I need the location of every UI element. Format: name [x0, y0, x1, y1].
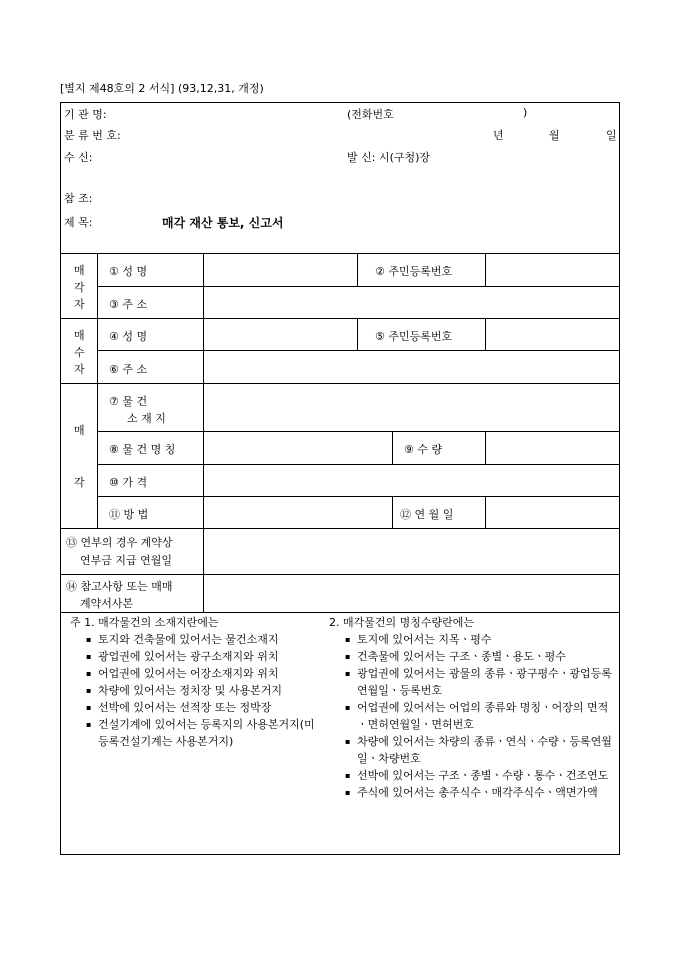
recipient-label: 수 신: [64, 151, 93, 164]
divider [97, 431, 620, 432]
divider [97, 464, 620, 465]
list-item: ▪ 차량에 있어서는 차량의 종류ㆍ연식ㆍ수량ㆍ등록연월일ㆍ차량번호 [343, 733, 618, 767]
quantity-label: ⑨ 수 량 [404, 443, 443, 456]
divider [60, 528, 620, 529]
method-label: ⑪ 방 법 [109, 508, 149, 521]
subject-label: 제 목: [64, 216, 93, 229]
buyer-name-label: ④ 성 명 [109, 330, 148, 343]
reference-row-label: ⑭ 참고사항 또는 매매 [66, 580, 173, 593]
note-left-list [84, 631, 324, 750]
divider [392, 431, 393, 464]
buyer-address-label: ⑥ 주 소 [109, 363, 148, 376]
divider [485, 253, 486, 286]
list-item: ▪ 광업권에 있어서는 광구소재지와 위치 [84, 648, 324, 665]
seller-side-label: 매 [74, 264, 85, 277]
list-item: ▪ 선박에 있어서는 선적장 또는 정박장 [84, 699, 324, 716]
phone-label: (전화번호 [347, 108, 394, 121]
note-left-title: 주 1. 매각물건의 소재지란에는 [70, 616, 219, 629]
divider [392, 496, 393, 528]
reference-label: 참 조: [64, 192, 93, 205]
list-item: ▪ 토지와 건축물에 있어서는 물건소재지 [84, 631, 324, 648]
divider [97, 253, 98, 528]
subject-value: 매각 재산 통보, 신고서 [162, 216, 284, 230]
list-item: ▪ 광업권에 있어서는 광물의 종류ㆍ광구평수ㆍ광업등록연월일ㆍ등록번호 [343, 665, 618, 699]
divider [60, 383, 620, 384]
list-item: ▪ 어업권에 있어서는 어장소재지와 위치 [84, 665, 324, 682]
reference-row-label: 계약서사본 [80, 597, 134, 610]
list-item: ▪ 어업권에 있어서는 어업의 종류와 명칭ㆍ어장의 면적ㆍ면허연월일ㆍ면허번호 [343, 699, 618, 733]
year-label: 년 [493, 129, 504, 142]
sender-label: 발 신: 시(구청)장 [347, 151, 431, 164]
seller-side-label: 자 [74, 298, 85, 311]
divider [97, 350, 620, 351]
list-item: ▪ 주식에 있어서는 총주식수ㆍ매각주식수ㆍ액면가액 [343, 784, 618, 801]
divider [485, 496, 486, 528]
installment-label: ⑬ 연부의 경우 계약상 [66, 536, 173, 549]
agency-label: 기 관 명: [64, 108, 107, 121]
seller-name-label: ① 성 명 [109, 265, 148, 278]
divider [97, 286, 620, 287]
day-label: 일 [606, 129, 617, 142]
divider [485, 431, 486, 464]
seller-side-label: 각 [74, 281, 85, 294]
location-label: 소 재 지 [127, 412, 166, 425]
list-item: ▪ 차량에 있어서는 정치장 및 사용본거지 [84, 682, 324, 699]
note-right-title: 2. 매각물건의 명칭수량란에는 [329, 616, 474, 629]
note-right-list [343, 631, 618, 801]
divider [97, 496, 620, 497]
divider [60, 574, 620, 575]
divider [485, 318, 486, 350]
item-name-label: ⑧ 물 건 명 칭 [109, 443, 176, 456]
phone-close: ) [523, 106, 528, 119]
installment-label: 연부금 지급 연월일 [80, 554, 173, 567]
buyer-side-label: 매 [74, 329, 85, 342]
divider [60, 253, 620, 254]
month-label: 월 [549, 129, 560, 142]
form-title: [별지 제48호의 2 서식] (93,12,31, 개정) [60, 82, 264, 95]
divider [357, 318, 358, 350]
divider [60, 612, 620, 613]
seller-reg-no-label: ② 주민등록번호 [375, 265, 453, 278]
location-label: ⑦ 물 건 [109, 395, 148, 408]
list-item: ▪ 건설기계에 있어서는 등록지의 사용본거지(미등록건설기계는 사용본거지) [84, 716, 324, 750]
buyer-reg-no-label: ⑤ 주민등록번호 [375, 330, 453, 343]
sale-side-label: 매 [74, 424, 85, 437]
divider [203, 253, 204, 612]
list-item: ▪ 토지에 있어서는 지목ㆍ평수 [343, 631, 618, 648]
buyer-side-label: 수 [74, 346, 85, 359]
list-item: ▪ 선박에 있어서는 구조ㆍ종별ㆍ수량ㆍ통수ㆍ건조연도 [343, 767, 618, 784]
seller-address-label: ③ 주 소 [109, 298, 148, 311]
class-number-label: 분 류 번 호: [64, 129, 121, 142]
list-item: ▪ 건축물에 있어서는 구조ㆍ종별ㆍ용도ㆍ평수 [343, 648, 618, 665]
divider [357, 253, 358, 286]
price-label: ⑩ 가 격 [109, 476, 148, 489]
buyer-side-label: 자 [74, 363, 85, 376]
divider [60, 318, 620, 319]
date-label: ⑫ 연 월 일 [400, 508, 454, 521]
sale-side-label: 각 [74, 476, 85, 489]
